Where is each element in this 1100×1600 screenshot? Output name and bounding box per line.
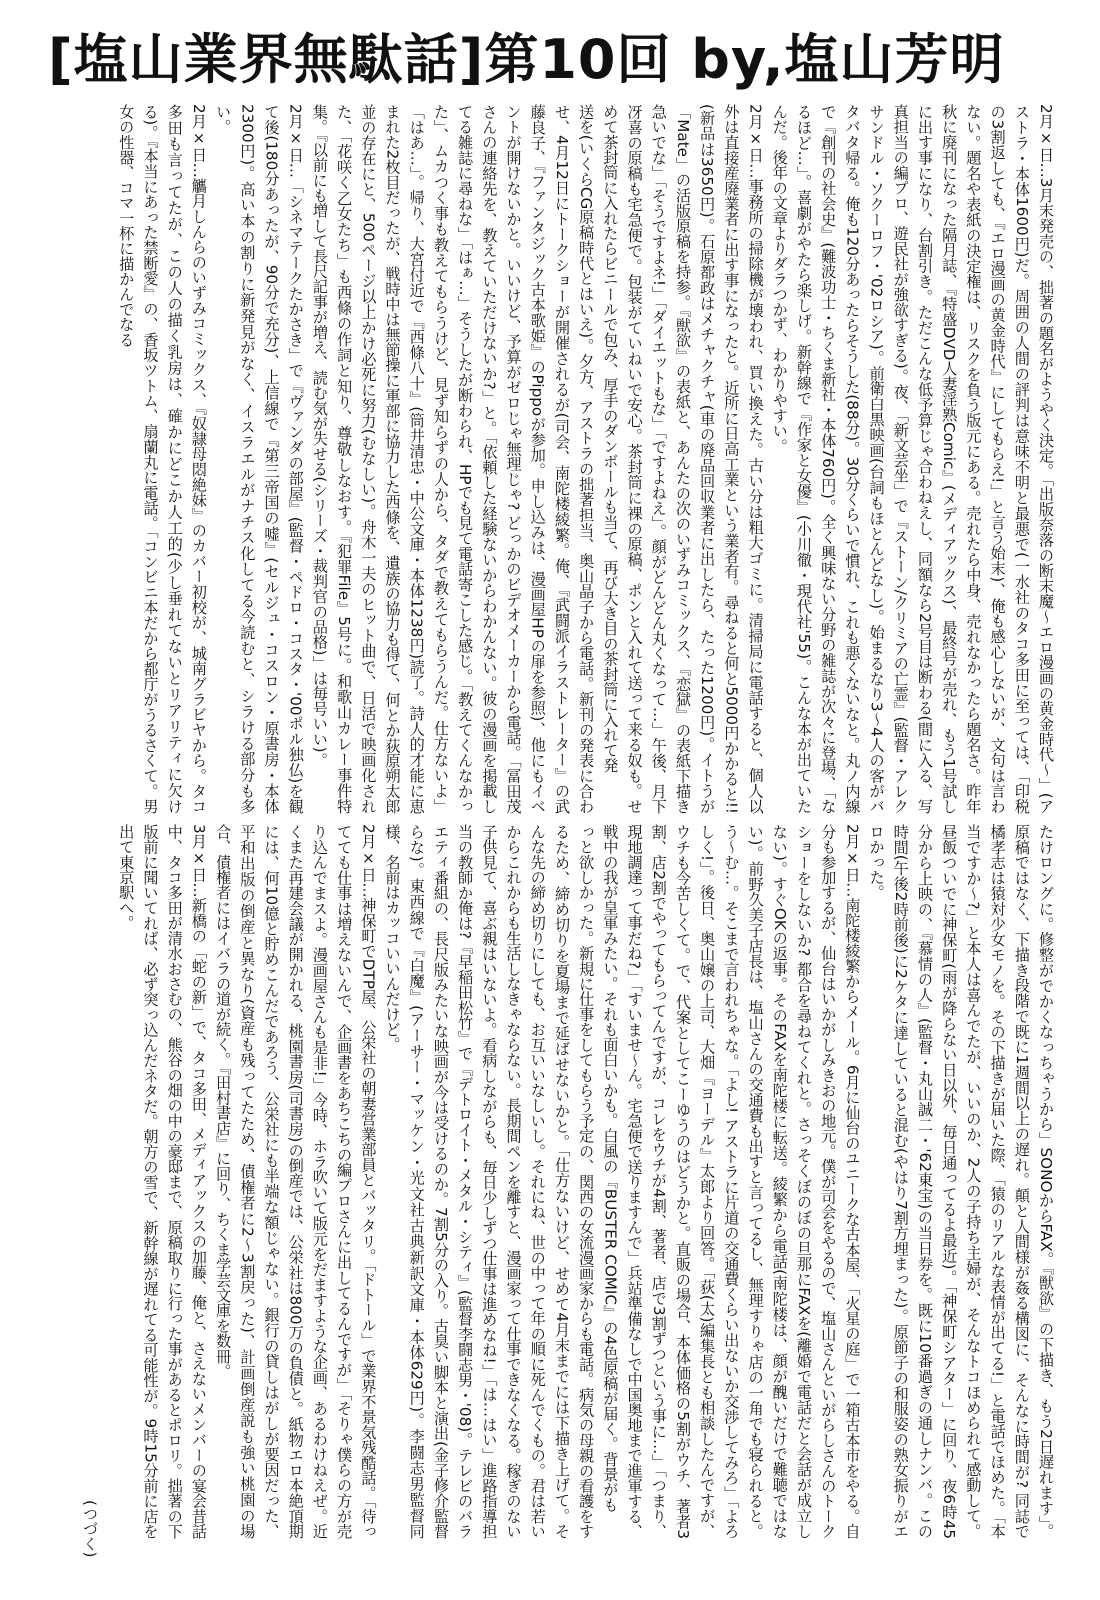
article-column-top: [48, 104, 1058, 814]
diary-entry: 送を(いくらCG原稿時代とはいえ)。夕方、アストラの拙著担当、奥山晶子から電話。新刊の発表に合わせ、4月12日にトークショーが開催されるが(司会、南陀楼綾繁。俺、『武闘派イラストレーター』の武藤良子、『ファンタジック古本歌姫』のPippoが参加。申し込みは、漫画屋HPの扉を参照)、他にもイベントが開けないかと。いいけど、予算がゼロじゃ無理じゃ? どっかのビデオメーカーから電話。「冨田茂さんの連絡先を、教えていただけないか?」と。「依頼した経験ないからわかんない。彼の漫画を掲載してる雑誌に尋ねな」「はぁ…」そうしたが断わられ、HPでも見て電話寄こした感じ。「教えてくんなかった」、ムカつく事も教えてもらうけど、見ず知らずの人から、タダで教えてもらうんだ。仕方ないよ」「はあ…」。帰り、大宮付近で『西條八十』(筒井清忠・中公文庫・本体1238円)読了。詩人的才能に恵まれた2枚目だったが、戦時中は無節操に軍部に協力した西條を、遺族の協力も得て、何とか荻原朔太郎並の存在にと、500ページ以上かけ必死に努力(むなしい)。舟木一夫のヒット曲で、日活で映画化された、「花咲く乙女たち」も西條の作詞と知り、尊敬しなおす。『犯罪File』5号に。和歌山カレー事件特集。『以前にも増して長尺記事が増え、読む気が失せる(シリーズ・裁判官の品格)」は毎号いい)。: [310, 104, 596, 814]
article-column-bottom: [48, 824, 1058, 1539]
diary-entry: っと欲しかった。新規に仕事をしてもらう予定の、関西の女流漫画家からも電話。病気の母親の看護をするため、締め切りを夏場まで延ばせないかと。「仕方ないけど、せめて4月末までには下描き上げて。そんな先の締め切りにしても、お互いいなしいし。それにね、世の中って年の順に死んでくもの。君は若いからこれからも生活しなきゃならない。長期間ペンを離すと、漫画家って仕事できなくなる。稼ぎのない子供見て、喜ぶ親はいないよ。看病しながらも、毎日少しずつ仕事は進めなね!」「は…はい」進路指導担当の教師か俺は?『早稲田松竹』で『デトロイト・メタル・シティ』(監督李闘志男・'08)。テレビのバラエティ番組の、長尺版みたいな映画が今は受けるのか。7割5分の入り。古臭い脚本と演出(金子修介監督らな)。東西線で『白魔』(アーサー・マッケン・光文社古典新訳文庫・本体629円)。李闘志男監督同様、名前はカッコいいんだけど。: [383, 824, 596, 1539]
diary-entry: 2月×日…3月末発売の、拙著の題名がようやく決定。「出版奈落の断末魔～エロ漫画の黄金時代～」(アストラ・本体1600円)だ。周囲の人間の評判は意味不明と最悪で(一水社のタコ多田に至っては、「印税の3割返しても、『エロ漫画の黄金時代』にしてもらえ!」と言う始末)、俺も感心しないが、文句は言わない。題名や表紙の決定権は、リスクを負う版元にある。売れたら中身、売れなかったら題名さ。昨年秋に廃刊になった隔月誌、『特盛DVD人妻淫熟Comic』(メディアックス)、最終号が売れ、もう1号試しに出す事になり、台割引き。ただこんな低予算じゃ合わねえし、同額なら2号目は断わる(間に入る、写真担当の編プロ、遊民社が強欲すぎる)。夜、「新文芸坐」で『ストーン/クリミアの亡霊』(監督・アレクサンドル・ソクーロフ・'02ロシア)。前衛白黒映画(台詞もほとんどなし)。始まるなり3～4人の客がバタバタ帰る。俺も120分あったらそうした(88分)。30分くらいで慣れ、これも悪くないなと。丸ノ内線で『創刊の社会史』(難波功士・ちくま新社・本体760円)。全く興味ない分野の雑誌が次々に登場、「なるほど…」。喜劇がやたら楽しげ。新幹線で『作家と女優』(小川徹・現代社'55)。こんな本が出ていたんだ。後年の文章よりダラつかず、わかりやすい。: [770, 104, 1055, 814]
diary-entry: 2月×日…事務所の掃除機が壊われ、買い換えた。古い分は粗大ゴミに。清掃局に電話すると、個人以外は直接産廃業者に出す事になったと。近所に日高工業という業者有。尋ねると何と5000円かかると!!(新品は3650円)。石原都政はメチャクチャ(車の廃品回収業者に出したら、たった1200円)。イトうが「Mate」の活版原稿を持参。『獣欲』の表紙と、あんたの次のいずみコミックス、『恋獄』の表紙下描き急いでな」「そうですよネ!」「ダイエットもな」「ですよねえ」。顔がどんどん丸くなって…」午後、月下冴喜の原稿も宅急便で。包装がていねいで安心。茶封筒に裸の原稿、ポンと入れて送って来る奴も。せめて茶封筒に入れたらビニールで包み、厚手のダンボールも当て、再び大き目の茶封筒に入れて発: [601, 104, 765, 814]
diary-entry: 2月×日…觿月しんらのいずみコミックス、『奴隷母悶絶妹』のカバー初校が、城南グラビヤから。タコ多田も言ってたが、この人の描く乳房は、確かにどこか人工的(少し垂れてないとリアリティに欠ける)。『本当にあった禁断愛』の、香坂ツトム、扇蘭丸に電話。「コンビニ本だから都庁がうるさくて。男女の性器、コマ一杯に描かんでなる: [117, 104, 208, 814]
diary-entry: 3月×日…新橋の「蛇の新」で、タコ多田、メディアックスの加藤、俺と、さえないメンバーの宴会昔話中、タコ多田が清水おさむの、熊谷の畑の中の豪邸まで、原稿取りに行った事があるとポロリ。拙著の下版前に聞いてれば、必ず突っ込んだネタだ。朝方の雪で、新幹線が遅れてる可能性が。9時15分前に店を出て東京駅へ。: [117, 824, 208, 1539]
diary-entry: たけロングに。修整がでかくなっちゃうから」SONOからFAX。『獣欲』の下描き、もう2日遅れます」。原稿ではなく、下描き段階で既に1週間以上の遅れ。顛と人間様が姦る構図に、そんなに時間が? 同誌で橘孝志は猿対少女モノを。その下描きが届いた際、「猿のリアルな表情が出てる!」と電話でほめた。「本当ですか～?」と本人は喜んでたが、いいのか、2人の子持ち主婦が、そんなトコほめられて感動して。昼飯ついでに神保町(雨が降らない日以外、毎日通ってるよ最近)。「神保町シアター」に回り、夜6時45分から上映の、『慕情の人』(監督・丸山誠二・'62東宝)の当日券を。既に10番過ぎの通しナンバ。この時間(午後2時前後)に2ケタに達していると混む(やはり7割方埋まった)。原節子の和服姿の熟女振りがエロかった。: [867, 824, 1055, 1539]
continued-mark: (つづく): [81, 1500, 99, 1558]
diary-entry: 2月×日…南陀楼綾繁からメール。6月に仙台のユニークな古本屋、「火星の庭」で一箱古本市をやる。自分も参加するが、仙台はいかがしみきおの地元。僕が司会をやるので、塩山さんといがらしさんのトークショーをしないか? 都合を尋ねてくれと。さっそくぼのぼの旦那にFAXを(離婚で電話だと会話が成立しない)。すぐOKの返事。そのFAXを南陀楼に転送。綾繁から電話(南陀楼は、顔が醜いだけで難聴ではない)。前野久美子店長は、塩山さんの交通費も出すと言ってるし、無理すりゃ店の一角でも寝られると。う～む…。そこまで言われちゃな。「よし! アストラに片道の交通費くらい出ないか交渉してみろ」「よろしく!」。後日、奥山嬢の上司、大畑『ヨーデル』太郎より回答。「荻(太)編集長とも相談したんですが、ウチも今苦しくて。で、代案としてこーゆうのはどうかと。直販の場合、本体価格の5割がウチ、著者3割、店2割でやってもらってんですが、コレをウチが4割、著者、店で3割ずつという事に…」「つまり、現地調達って事だね?」「すいませ～ん。宅急便で送りますんで」兵站準備なしで中国奥地まで進軍する、戦中の我が皇軍みたい。それも面白いかも。白風の『BUSTER COMIC』の4色原稿が届く。背景がも: [601, 824, 862, 1539]
diary-entry: 2月×日…神保町でDTP屋、公栄社の朝妻営業部員とバッタリ。「ドトール」で業界不景気残酷話。「待ってても仕事は増えないんで、企画書をあちこちの編プロさんに出してるんですが」「そりゃ僕らの方が売り込んでまスよ。漫画屋さんも是非!」今時、ホラ吹いて版元をだますような企画、あるわけねえぜ。近くまた再建会議が開かれる、桃園書房(司書房)の倒産では、公栄社は800万の負債と。紙物エロ本絶頂期には、何10億と貯めこんだであろう、公栄社にも半端な額じゃない。銀行の貸しはがしが要因だった、平和出版の倒産と異なり(資産も残ってたため、債権者に2～3割戻った)、計画倒産説も強い桃園の場合、債権者にはイバラの道が続く。『田村書店』に回り、ちくま学芸文庫を数冊。: [214, 824, 378, 1539]
diary-entry: 2月×日…「シネマテークたかさき」で『ヴァンダの部屋』(監督・ペドロ・コスタ・'00ポル独仏)を観て後(180分あったが、90分で充分)、上信線で『第三帝国の嘘』(セルジュ・コスロン・原書房・本体2300円)。高い本の割りに新発見がなく、イスラエルがナチス化してる今読むと、シラける部分も多い。: [214, 104, 305, 814]
page-title: [塩山業界無駄話]第10回 by,塩山芳明: [48, 28, 1005, 91]
